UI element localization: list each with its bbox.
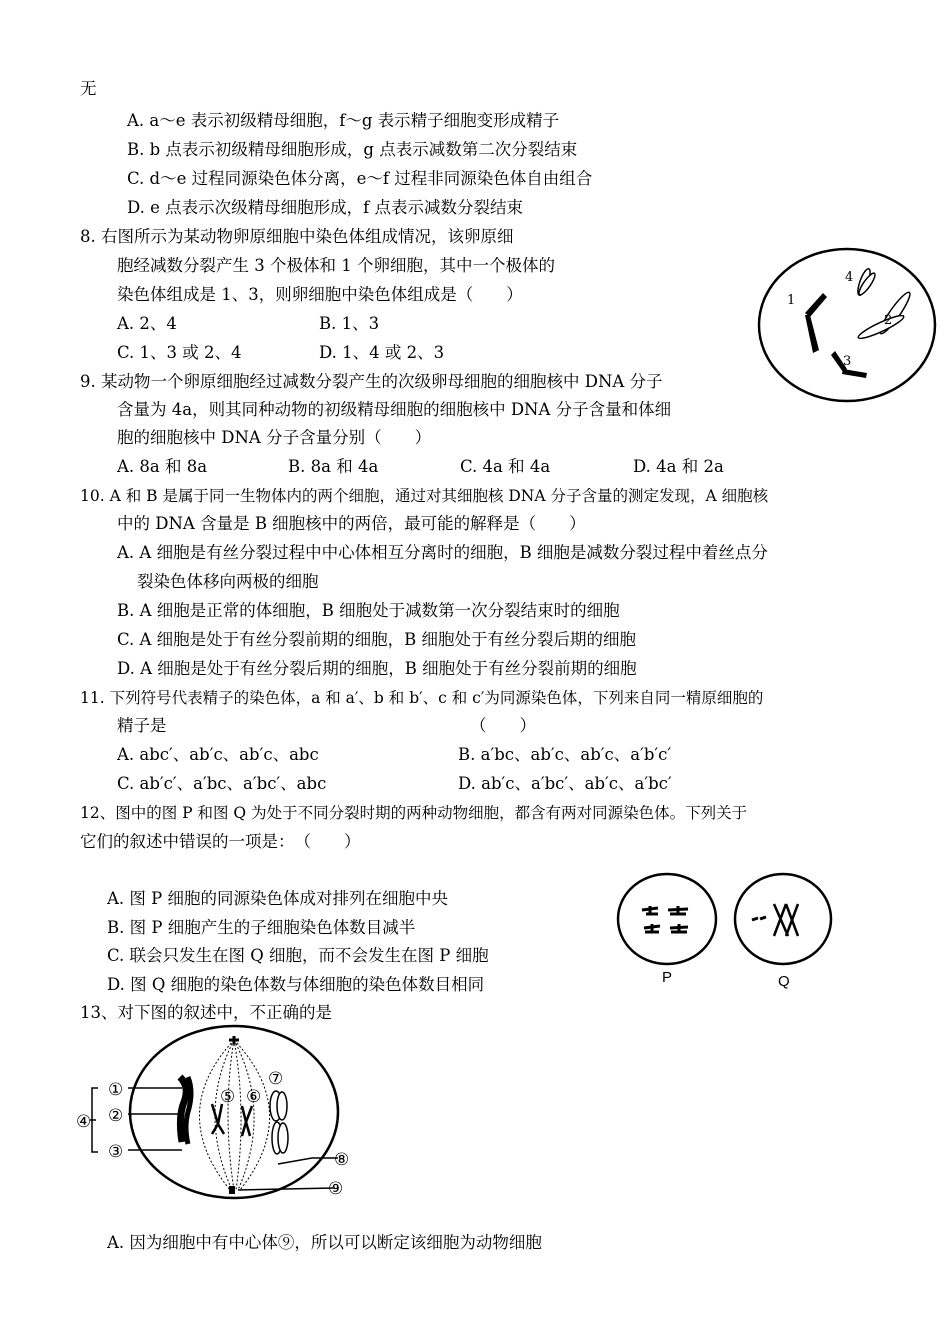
question-11-line: 精子是: [117, 716, 167, 735]
option-a: A. 2、4: [117, 314, 177, 333]
label-q: Q: [778, 973, 790, 990]
label-9: ⑨: [328, 1179, 344, 1199]
label-1: 1: [787, 293, 796, 308]
option-b: B. b 点表示初级精母细胞形成，g 点表示减数第二次分裂结束: [127, 140, 578, 159]
option-d: D. e 点表示次级精母细胞形成，f 点表示减数分裂结束: [127, 198, 523, 217]
label-8: ⑧: [334, 1150, 350, 1170]
cells-p-q-figure: [612, 868, 842, 993]
centriole-icon: [229, 1186, 235, 1194]
question-12: 12、图中的图 P 和图 Q 为处于不同分裂时期的两种动物细胞，都含有两对同源染色体。下列关于: [80, 804, 748, 822]
option-d: D. 图 Q 细胞的染色体数与体细胞的染色体数目相同: [107, 975, 485, 994]
mitosis-cell-figure: [72, 1022, 362, 1207]
label-6: ⑥: [246, 1087, 262, 1107]
option-a: A. 图 P 细胞的同源染色体成对排列在细胞中央: [107, 889, 448, 908]
option-c: C. 4a 和 4a: [460, 457, 551, 476]
option-b: B. 8a 和 4a: [288, 457, 379, 476]
option-a: A. 因为细胞中有中心体⑨，所以可以断定该细胞为动物细胞: [107, 1233, 542, 1252]
chromosome-5: [212, 1104, 224, 1134]
question-9-line: 含量为 4a，则其同种动物的初级精母细胞的细胞核中 DNA 分子含量和体细: [117, 400, 672, 419]
option-c: C. d～e 过程同源染色体分离，e～f 过程非同源染色体自由组合: [127, 169, 593, 188]
option-d: D. 1、4 或 2、3: [319, 343, 445, 362]
question-9-line: 胞的细胞核中 DNA 分子含量分别（ ）: [117, 428, 432, 447]
option-b: B. A 细胞是正常的体细胞，B 细胞处于减数第一次分裂结束时的细胞: [117, 601, 620, 620]
centrosome-top: [229, 1036, 239, 1044]
text-line: 无: [80, 79, 97, 98]
option-a: A. A 细胞是有丝分裂过程中中心体相互分离时的细胞，B 细胞是减数分裂过程中着丝点分: [117, 543, 768, 562]
option-b: B. a′bc、ab′c、ab′c、a′b′c′: [458, 745, 672, 764]
option-a: A. 8a 和 8a: [117, 457, 208, 476]
label-5: ⑤: [220, 1087, 236, 1107]
spindle-fibers: [199, 1040, 269, 1190]
label-3: 3: [843, 354, 852, 369]
question-8-line: 染色体组成是 1、3，则卵细胞中染色体组成是（ ）: [117, 285, 523, 304]
option-c: C. A 细胞是处于有丝分裂前期的细胞，B 细胞处于有丝分裂后期的细胞: [117, 630, 637, 649]
chromosome-1: [805, 293, 827, 353]
option-a: A. a～e 表示初级精母细胞，f～g 表示精子细胞变形成精子: [127, 111, 560, 130]
leader-lines: [90, 1088, 338, 1190]
option-c: C. 1、3 或 2、4: [117, 343, 242, 362]
question-13: 13、对下图的叙述中，不正确的是: [80, 1003, 332, 1022]
label-p: P: [662, 969, 673, 986]
answer-bracket: （ ）: [470, 716, 536, 735]
option-b: B. 图 P 细胞产生的子细胞染色体数目减半: [107, 918, 416, 937]
cell-q: [735, 874, 831, 990]
cell-p: [618, 874, 716, 986]
label-4: ④: [76, 1112, 92, 1132]
label-1: ①: [108, 1080, 124, 1100]
option-a: A. abc′、ab′c、ab′c、abc: [117, 745, 319, 764]
label-4: 4: [845, 270, 854, 285]
oogonium-figure: [755, 245, 940, 405]
option-c: C. ab′c′、a′bc、a′bc′、abc: [117, 774, 327, 793]
cell-membrane: [130, 1026, 338, 1198]
option-c: C. 联会只发生在图 Q 细胞，而不会发生在图 P 细胞: [107, 946, 489, 965]
chromosome-large: [180, 1077, 191, 1144]
question-12-line: 它们的叙述中错误的一项是： （ ）: [80, 832, 361, 851]
option-a-cont: 裂染色体移向两极的细胞: [137, 572, 319, 591]
label-7: ⑦: [268, 1069, 284, 1089]
question-10: 10. A 和 B 是属于同一生物体内的两个细胞，通过对其细胞核 DNA 分子含量的测定发现，A 细胞核: [80, 487, 769, 505]
question-8-line: 胞经减数分裂产生 3 个极体和 1 个卵细胞，其中一个极体的: [117, 256, 555, 275]
question-9: 9. 某动物一个卵原细胞经过减数分裂产生的次级卵母细胞的细胞核中 DNA 分子: [80, 372, 663, 391]
label-2: ②: [108, 1106, 124, 1126]
option-d: D. 4a 和 2a: [633, 457, 724, 476]
question-11: 11. 下列符号代表精子的染色体，a 和 a′、b 和 b′、c 和 c′为同源染色体，下列来自同一精原细胞的: [80, 689, 764, 707]
label-2: 2: [884, 313, 893, 328]
label-3: ③: [108, 1142, 124, 1162]
question-8: 8. 右图所示为某动物卵原细胞中染色体组成情况，该卵原细: [80, 227, 514, 246]
question-10-line: 中的 DNA 含量是 B 细胞核中的两倍，最可能的解释是（ ）: [117, 514, 586, 533]
option-d: D. ab′c、a′bc′、ab′c、a′bc′: [458, 774, 672, 793]
option-b: B. 1、3: [319, 314, 380, 333]
option-d: D. A 细胞是处于有丝分裂后期的细胞，B 细胞处于有丝分裂前期的细胞: [117, 659, 637, 678]
chromosome-6: [242, 1106, 252, 1136]
chromosome-4: [855, 267, 877, 296]
chromosome-7: [270, 1091, 288, 1154]
